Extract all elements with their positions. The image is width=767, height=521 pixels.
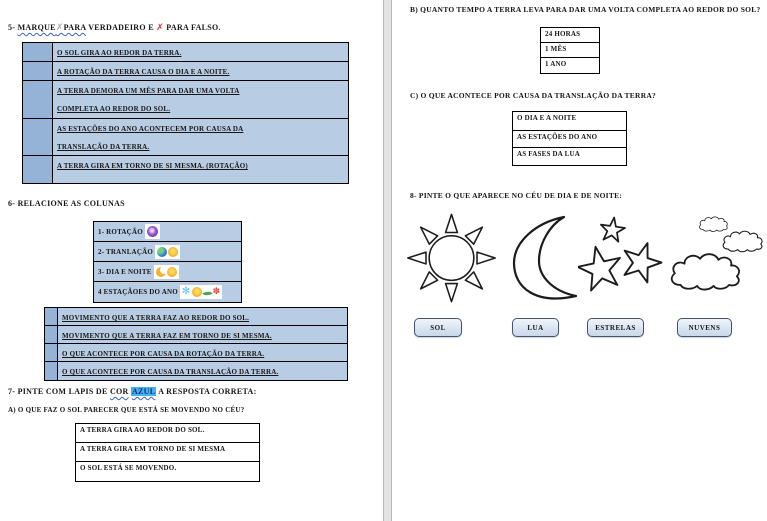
chip-label: ESTRELAS — [595, 323, 636, 332]
qc-heading: C) O QUE ACONTECE POR CAUSA DA TRANSLAÇÃO DA TERRA? — [410, 91, 657, 100]
statement: O SOL GIRA AO REDOR DA TERRA. — [53, 43, 348, 61]
chip-lua[interactable] — [512, 318, 559, 337]
option-icons — [154, 265, 179, 279]
option-icons — [145, 224, 160, 239]
option-label: 4 ESTAÇÃOES DO ANO — [98, 288, 178, 296]
stars-drawing[interactable] — [578, 212, 664, 304]
chip-nuvens[interactable] — [677, 318, 732, 337]
q5-heading — [8, 23, 221, 33]
q7-question-a: A) O QUE FAZ O SOL PARECER QUE ESTÁ SE MOVENDO NO CÉU? — [8, 406, 245, 414]
statement: MOVIMENTO QUE A TERRA FAZ EM TORNO DE SI MESMA. — [58, 326, 347, 343]
option-text: 24 HORAS — [541, 28, 599, 42]
red-x-icon: ✗ — [156, 23, 164, 33]
swirl-icon — [147, 226, 158, 237]
table-row — [45, 308, 347, 326]
q6-statements-table — [44, 307, 348, 381]
q6-options-table — [93, 221, 242, 303]
answer-option[interactable] — [513, 148, 626, 165]
table-row — [23, 119, 348, 156]
option-label: 2- TRANLAÇÃO — [98, 247, 153, 256]
option-text: AS FASES DA LUA — [513, 148, 626, 165]
table-row — [23, 62, 348, 81]
answer-option[interactable] — [513, 112, 626, 131]
gray-check-icon: ✗ — [55, 23, 64, 33]
qc-options-table — [512, 111, 627, 166]
q6-heading: 6- RELACIONE AS COLUNAS — [8, 199, 125, 208]
statement: A ROTAÇÃO DA TERRA CAUSA O DIA E A NOITE. — [53, 62, 348, 80]
chip-label: NUVENS — [688, 323, 721, 332]
statement: O QUE ACONTECE POR CAUSA DA ROTAÇÃO DA TERRA. — [58, 344, 347, 361]
q5-end-text: PARA FALSO. — [166, 23, 221, 32]
moon-icon — [156, 267, 166, 277]
table-row — [23, 43, 348, 62]
answer-cell[interactable] — [45, 344, 58, 361]
answer-option[interactable] — [541, 28, 599, 43]
table-row — [45, 344, 347, 362]
answer-cell[interactable] — [45, 308, 58, 325]
q5-table — [22, 42, 349, 184]
option-icons — [155, 245, 180, 259]
moon-drawing[interactable] — [506, 214, 582, 306]
snowflake-icon — [182, 287, 191, 297]
answer-cell[interactable] — [23, 81, 53, 118]
answer-option[interactable] — [76, 443, 259, 462]
q5-word-marque: MARQUE — [17, 23, 56, 32]
table-row — [45, 326, 347, 344]
statement: A TERRA GIRA EM TORNO DE SI MESMA. (ROTAÇÃO) — [53, 156, 348, 183]
q7-title-suffix: A RESPOSTA CORRETA: — [158, 387, 257, 396]
chip-sol[interactable] — [414, 318, 462, 337]
page-gutter — [383, 0, 392, 521]
sun-icon — [167, 267, 177, 277]
answer-cell[interactable] — [23, 43, 53, 61]
earth-icon — [157, 247, 167, 257]
q8-heading: 8- PINTE O QUE APARECE NO CÉU DE DIA E DE NOITE: — [410, 191, 623, 200]
answer-cell[interactable] — [45, 362, 58, 380]
answer-cell[interactable] — [23, 119, 53, 155]
qb-heading: B) QUANTO TEMPO A TERRA LEVA PARA DAR UMA VOLTA COMPLETA AO REDOR DO SOL? — [410, 5, 761, 14]
option-text: 1 MÊS — [541, 43, 599, 57]
option-text: AS ESTAÇÕES DO ANO — [513, 131, 626, 147]
option-text: A TERRA GIRA AO REDOR DO SOL. — [76, 424, 259, 442]
answer-option[interactable] — [513, 131, 626, 148]
answer-option[interactable] — [76, 462, 259, 481]
answer-cell[interactable] — [23, 62, 53, 80]
statement: MOVIMENTO QUE A TERRA FAZ AO REDOR DO SOL. — [58, 308, 347, 325]
answer-option[interactable] — [541, 43, 599, 58]
statement: O QUE ACONTECE POR CAUSA DA TRANSLAÇÃO DA TERRA. — [58, 362, 347, 380]
q5-word-para: PARA — [63, 23, 87, 32]
match-option[interactable] — [94, 282, 241, 302]
sun-drawing[interactable] — [403, 210, 500, 308]
match-option[interactable] — [94, 222, 241, 242]
option-label: 1- ROTAÇÃO — [98, 227, 143, 236]
q7-word-cor: COR — [109, 387, 129, 396]
table-row — [45, 362, 347, 380]
qb-options-table — [540, 27, 600, 74]
option-icons — [180, 285, 222, 299]
answer-option[interactable] — [76, 424, 259, 443]
flower-icon — [213, 288, 221, 297]
statement: A TERRA DEMORA UM MÊS PARA DAR UMA VOLTA COMPLETA AO REDOR DO SOL. — [53, 81, 348, 118]
q7-options-table — [75, 423, 260, 482]
answer-cell[interactable] — [23, 156, 53, 183]
option-text: O DIA E A NOITE — [513, 112, 626, 130]
option-label: 3- DIA E NOITE — [98, 267, 152, 276]
chip-estrelas[interactable] — [587, 318, 644, 337]
answer-cell[interactable] — [45, 326, 58, 343]
table-row — [23, 81, 348, 119]
option-text: A TERRA GIRA EM TORNO DE SI MESMA — [76, 443, 259, 461]
q7-heading — [8, 387, 257, 396]
match-option[interactable] — [94, 262, 241, 282]
leaf-icon — [202, 289, 212, 298]
chip-label: LUA — [527, 323, 544, 332]
statement: AS ESTAÇÕES DO ANO ACONTECEM POR CAUSA DA TRANSLAÇÃO DA TERRA. — [53, 119, 348, 155]
q5-number: 5- — [8, 23, 16, 32]
sun-icon — [168, 247, 178, 257]
q7-word-azul-highlighted: AZUL — [131, 387, 156, 396]
answer-option[interactable] — [541, 58, 599, 73]
page-right — [392, 0, 767, 521]
table-row — [23, 156, 348, 183]
sun-icon — [192, 287, 202, 297]
clouds-drawing[interactable] — [668, 210, 764, 295]
page-left — [0, 0, 383, 521]
option-text: 1 ANO — [541, 58, 599, 73]
chip-label: SOL — [430, 323, 446, 332]
option-text: O SOL ESTÁ SE MOVENDO. — [76, 462, 259, 481]
q7-title-prefix: 7- PINTE COM LAPIS DE — [8, 387, 108, 396]
match-option[interactable] — [94, 242, 241, 262]
q5-mid-text: VERDADEIRO E — [88, 23, 154, 32]
